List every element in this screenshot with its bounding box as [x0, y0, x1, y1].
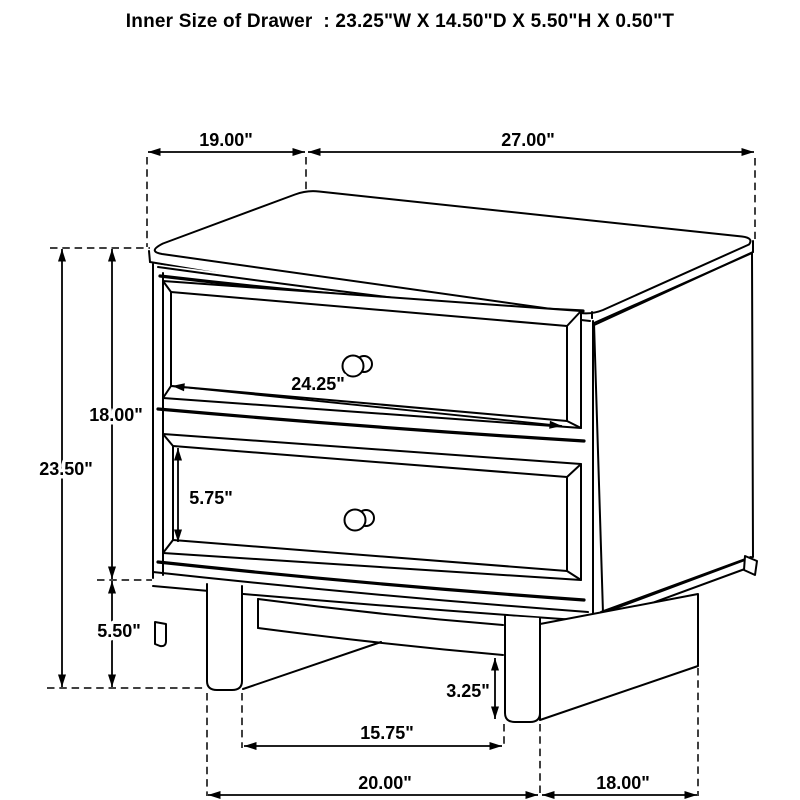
base-side-panel	[540, 594, 698, 720]
front-left-leg	[207, 584, 242, 690]
dim-label-top-depth: 19.00"	[199, 130, 253, 150]
dim-label-leg-span: 15.75"	[360, 723, 414, 743]
dim-label-drawer-width: 24.25"	[291, 374, 345, 394]
page-title: Inner Size of Drawer : 23.25"W X 14.50"D X 5.50"H X 0.50"T	[125, 11, 675, 32]
right-side-panel	[594, 253, 757, 621]
dim-label-base-depth: 18.00"	[596, 773, 650, 793]
dim-label-base-width: 20.00"	[358, 773, 412, 793]
dim-label-overall-height: 23.50"	[39, 459, 93, 479]
dim-label-drawer-face-height: 5.75"	[189, 488, 233, 508]
dim-label-cabinet-height: 18.00"	[89, 405, 143, 425]
dim-label-base-clearance: 3.25"	[446, 681, 490, 701]
front-right-leg	[505, 616, 540, 722]
dim-label-top-width: 27.00"	[501, 130, 555, 150]
dim-label-leg-height: 5.50"	[97, 621, 141, 641]
rear-left-leg	[155, 622, 166, 646]
